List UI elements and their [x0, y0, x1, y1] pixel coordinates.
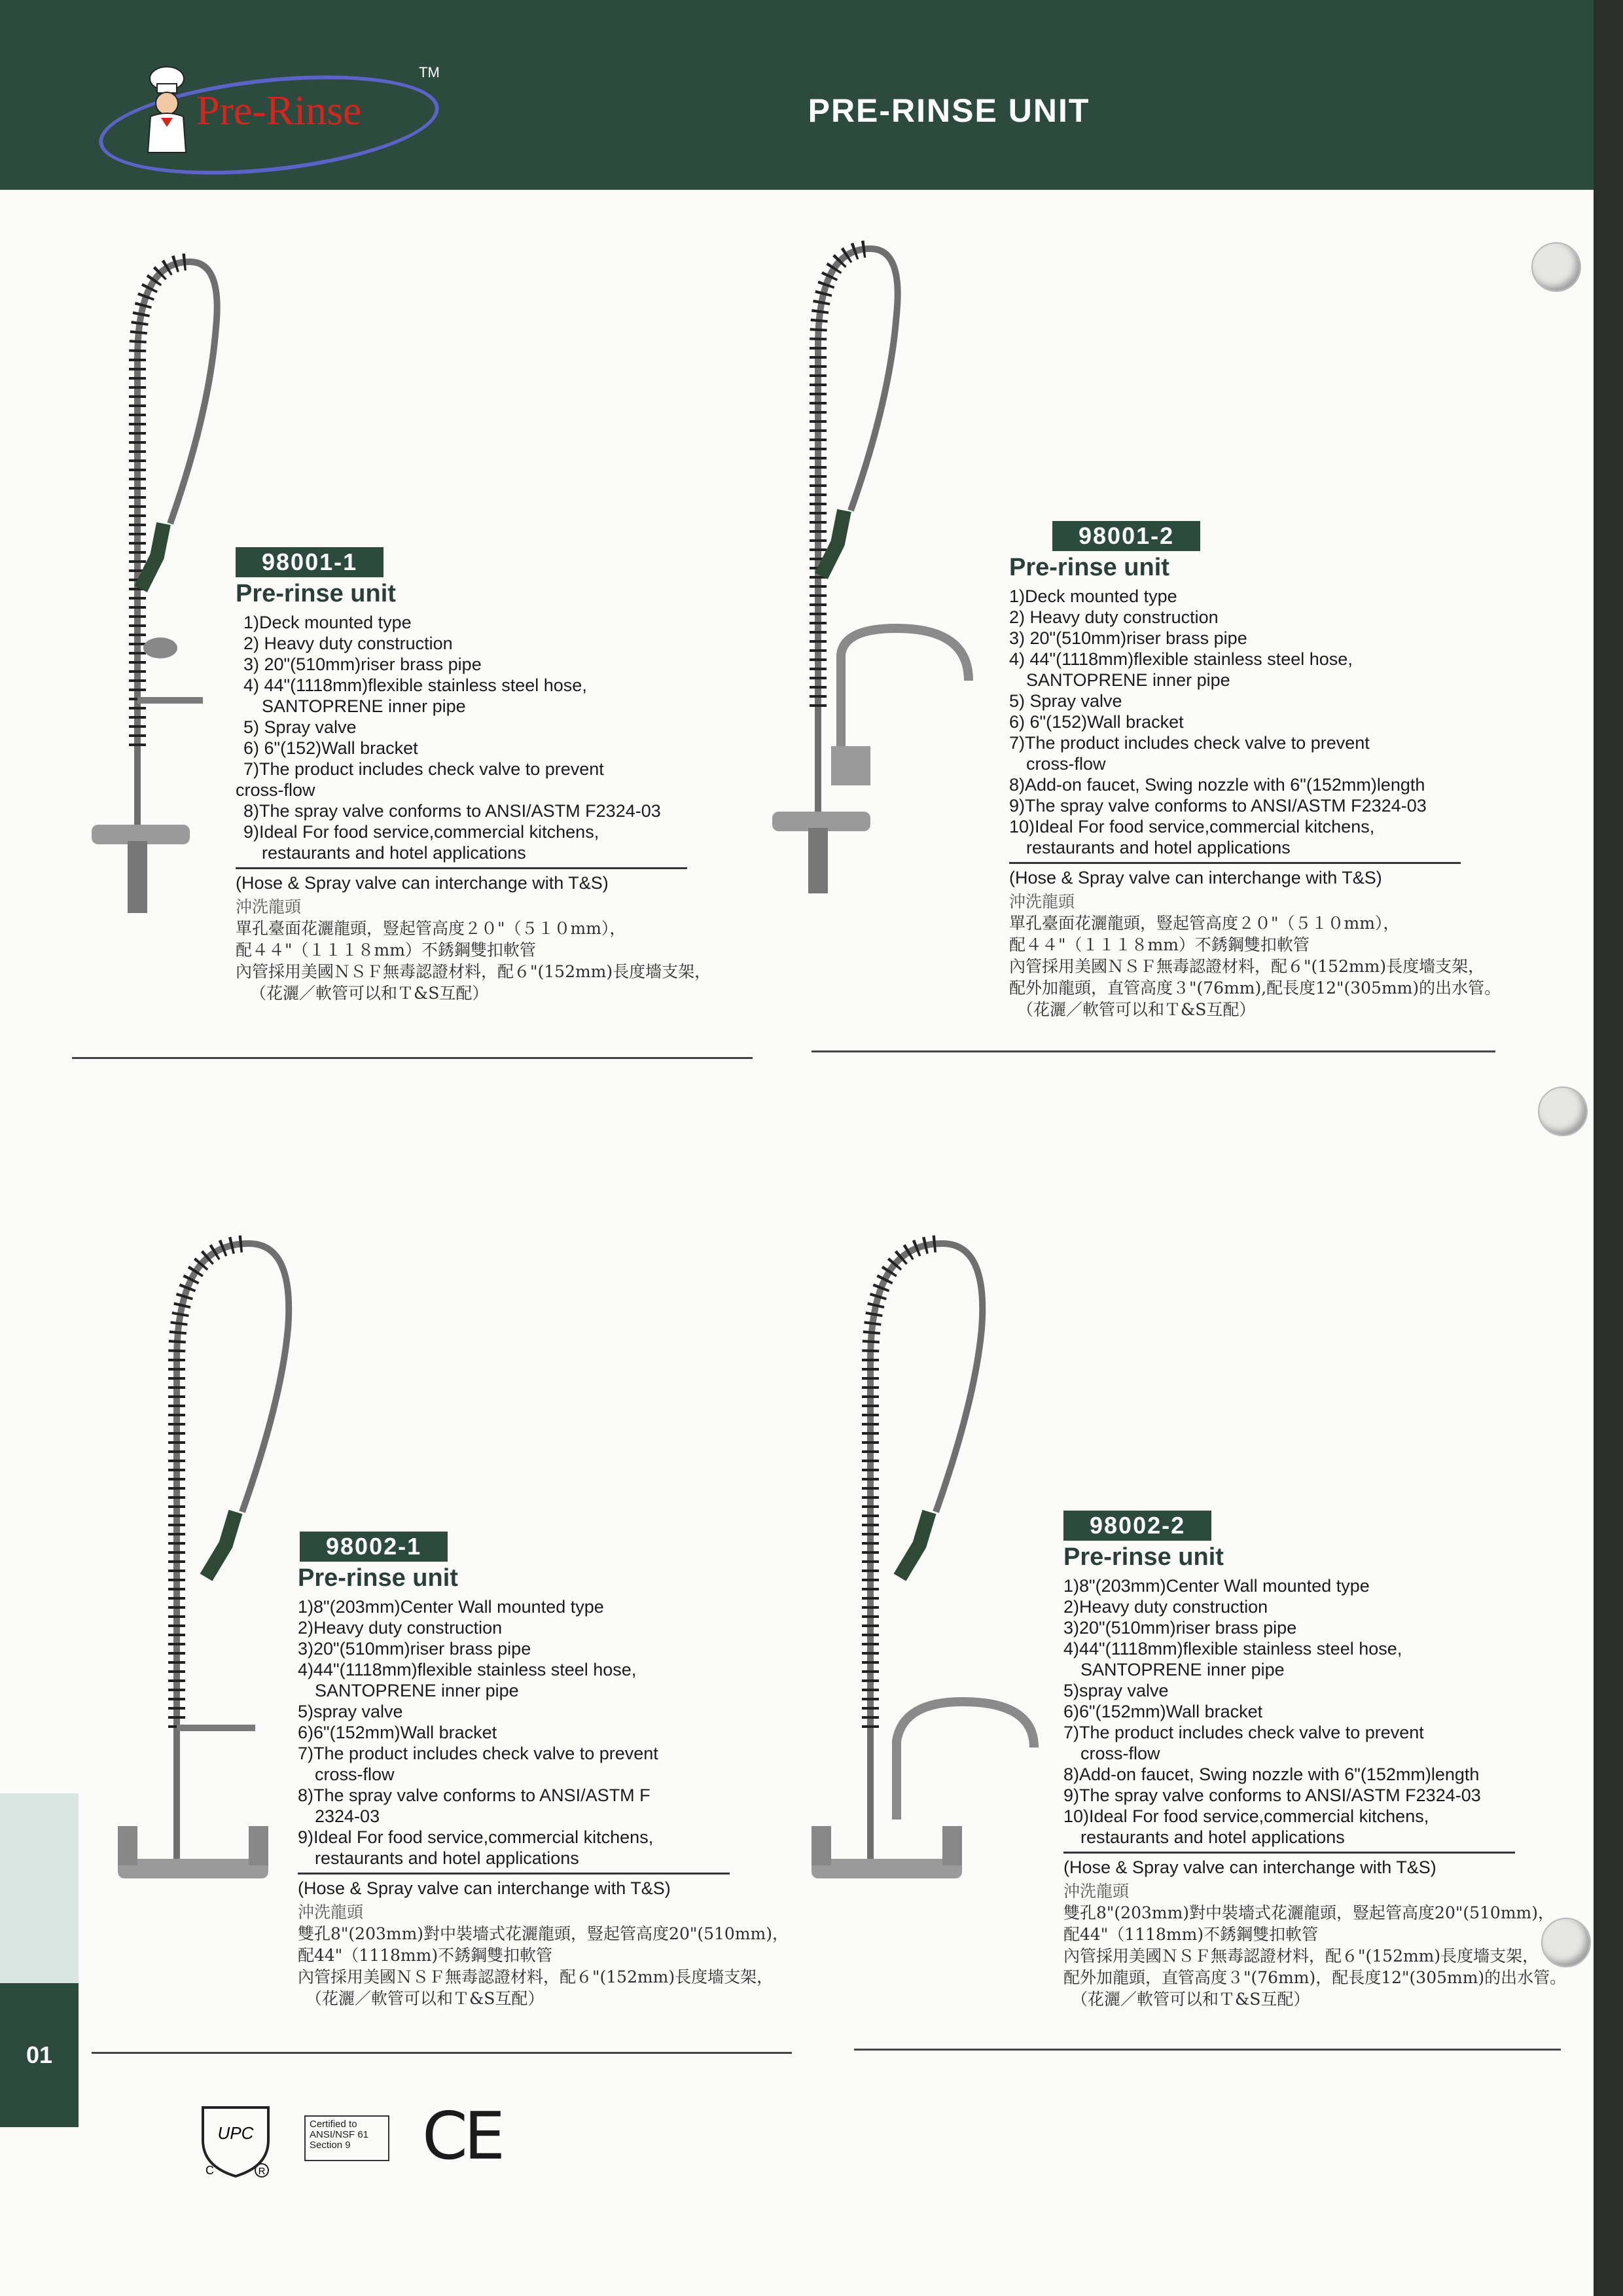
- feature-item: restaurants and hotel applications: [315, 1848, 579, 1868]
- upc-letters: UPC: [217, 2123, 254, 2143]
- feature-list: [1063, 1575, 1587, 1848]
- chinese-line: （花灑／軟管可以和Ｔ&S互配）: [306, 1989, 544, 2008]
- chinese-line: 配４４"（１１１８mm）不銹鋼雙扣軟管: [1009, 935, 1310, 954]
- chinese-line: 沖洗龍頭: [1009, 892, 1075, 911]
- ce-mark: CE: [422, 2098, 502, 2174]
- product-code: 98001-1: [236, 547, 383, 577]
- feature-item: 5)spray valve: [1063, 1681, 1169, 1700]
- chinese-line: 配４４"（１１１８mm）不銹鋼雙扣軟管: [236, 941, 536, 960]
- feature-item: 7)The product includes check valve to prevent: [298, 1744, 658, 1763]
- trademark-mark: TM: [419, 64, 440, 81]
- feature-item: 2)Heavy duty construction: [1063, 1597, 1268, 1617]
- chinese-line: 沖洗龍頭: [236, 897, 302, 916]
- chinese-line: 配44"（1118mm)不銹鋼雙扣軟管: [298, 1946, 553, 1965]
- section-rule: [236, 867, 687, 869]
- upc-r: R: [258, 2166, 266, 2177]
- feature-item: SANTOPRENE inner pipe: [1080, 1660, 1285, 1679]
- section-rule: [298, 1873, 730, 1874]
- chinese-description: [1063, 1880, 1587, 2010]
- feature-item: cross-flow: [315, 1765, 395, 1784]
- chinese-line: 單孔臺面花灑龍頭，豎起管高度２０"（５１０mm），: [236, 919, 626, 938]
- feature-item: 4) 44"(1118mm)flexible stainless steel hose,: [1009, 649, 1353, 669]
- feature-item: 7)The product includes check valve to prevent: [1009, 733, 1370, 753]
- product-code: 98002-2: [1063, 1511, 1211, 1541]
- section-divider: [812, 1050, 1495, 1052]
- feature-item: 7)The product includes check valve to prevent: [1063, 1723, 1424, 1742]
- product-code: 98002-1: [300, 1532, 448, 1562]
- product-name: Pre-rinse unit: [1009, 554, 1169, 581]
- feature-list: [1009, 586, 1546, 858]
- chinese-line: （花灑／軟管可以和Ｔ&S互配）: [1071, 1990, 1310, 2009]
- feature-item: cross-flow: [1026, 754, 1106, 774]
- feature-item: 3)20"(510mm)riser brass pipe: [298, 1639, 531, 1659]
- side-tab: [0, 1793, 79, 1983]
- nsf-line: Certified to: [310, 2119, 357, 2130]
- feature-item: 8)The spray valve conforms to ANSI/ASTM F2324-03: [243, 801, 661, 821]
- faucet-image-98002-2: [792, 1230, 1067, 1911]
- chinese-line: 沖洗龍頭: [298, 1903, 364, 1922]
- product-name: Pre-rinse unit: [1063, 1543, 1224, 1571]
- chinese-description: [1009, 891, 1546, 1020]
- feature-item: 10)Ideal For food service,commercial kitchens,: [1063, 1806, 1429, 1826]
- feature-item: cross-flow: [236, 780, 315, 800]
- interchange-note: (Hose & Spray valve can interchange with T&S): [298, 1878, 671, 1898]
- faucet-image-98001-2: [753, 236, 1027, 903]
- feature-item: 7)The product includes check valve to prevent: [243, 759, 604, 779]
- chinese-line: 內管採用美國ＮＳＦ無毒認證材料，配６"(152mm)長度墻支架，: [236, 962, 711, 981]
- feature-item: 2) Heavy duty construction: [1009, 607, 1219, 627]
- chinese-line: 配44"（1118mm)不銹鋼雙扣軟管: [1063, 1925, 1319, 1944]
- section-divider: [854, 2049, 1561, 2051]
- feature-item: 1)Deck mounted type: [243, 613, 412, 632]
- product-name: Pre-rinse unit: [236, 580, 396, 607]
- feature-item: restaurants and hotel applications: [262, 843, 526, 863]
- feature-item: 4) 44"(1118mm)flexible stainless steel hose,: [243, 675, 587, 695]
- chinese-line: 雙孔8"(203mm)對中裝墻式花灑龍頭，豎起管高度20"(510mm)，: [298, 1924, 789, 1943]
- chinese-line: 配外加龍頭，直管高度３"(76mm)，配長度12"(305mm)的出水管。: [1063, 1968, 1567, 1987]
- feature-item: 6) 6"(152)Wall bracket: [1009, 712, 1184, 732]
- brand-name: Pre-Rinse: [196, 87, 362, 134]
- product-98002-1: [298, 1532, 821, 2009]
- chinese-description: [236, 896, 759, 1004]
- feature-item: 2)Heavy duty construction: [298, 1618, 503, 1638]
- interchange-note: (Hose & Spray valve can interchange with T&S): [1063, 1857, 1436, 1877]
- nsf-line: ANSI/NSF 61: [310, 2129, 369, 2140]
- chinese-line: （花灑／軟管可以和Ｔ&S互配）: [1017, 1000, 1256, 1019]
- faucet-image-98001-1: [65, 249, 262, 929]
- feature-item: 6)6"(152mm)Wall bracket: [298, 1723, 497, 1742]
- feature-item: 3)20"(510mm)riser brass pipe: [1063, 1618, 1297, 1638]
- page-number: 01: [0, 1983, 79, 2127]
- chinese-line: 內管採用美國ＮＳＦ無毒認證材料，配６"(152mm)長度墻支架，: [1063, 1946, 1539, 1965]
- chinese-line: 配外加龍頭，直管高度３"(76mm),配長度12"(305mm)的出水管。: [1009, 978, 1501, 997]
- chef-icon: [137, 64, 196, 156]
- feature-item: 8)Add-on faucet, Swing nozzle with 6"(152mm)length: [1009, 775, 1425, 795]
- feature-item: 4)44"(1118mm)flexible stainless steel hose,: [1063, 1639, 1402, 1659]
- feature-item: 2) Heavy duty construction: [243, 634, 453, 653]
- feature-item: SANTOPRENE inner pipe: [315, 1681, 519, 1700]
- product-98002-2: [1063, 1511, 1587, 2010]
- feature-item: 8)Add-on faucet, Swing nozzle with 6"(152mm)length: [1063, 1765, 1480, 1784]
- feature-item: restaurants and hotel applications: [1026, 838, 1291, 857]
- feature-item: 4)44"(1118mm)flexible stainless steel hose,: [298, 1660, 637, 1679]
- feature-item: 1)8"(203mm)Center Wall mounted type: [298, 1597, 604, 1617]
- feature-item: 5) Spray valve: [243, 717, 357, 737]
- feature-item: SANTOPRENE inner pipe: [262, 696, 466, 716]
- section-divider: [92, 2052, 792, 2054]
- feature-item: 9)The spray valve conforms to ANSI/ASTM F2324-03: [1009, 796, 1427, 816]
- binder-hole: [1531, 242, 1581, 292]
- product-98001-1: [236, 547, 759, 1004]
- feature-item: 10)Ideal For food service,commercial kitchens,: [1009, 817, 1375, 836]
- brand-logo: [92, 52, 445, 177]
- feature-item: 9)Ideal For food service,commercial kitchens,: [298, 1827, 654, 1847]
- feature-item: 1)Deck mounted type: [1009, 586, 1177, 606]
- chinese-line: （花灑／軟管可以和Ｔ&S互配）: [250, 984, 489, 1003]
- section-divider: [72, 1057, 753, 1059]
- feature-item: 5)spray valve: [298, 1702, 403, 1721]
- feature-item: 5) Spray valve: [1009, 691, 1122, 711]
- product-name: Pre-rinse unit: [298, 1564, 458, 1592]
- chinese-line: 內管採用美國ＮＳＦ無毒認證材料，配６"(152mm)長度墻支架，: [1009, 957, 1485, 976]
- feature-item: 6)6"(152mm)Wall bracket: [1063, 1702, 1263, 1721]
- product-98001-2: [1009, 521, 1546, 1020]
- feature-item: 6) 6"(152)Wall bracket: [243, 738, 418, 758]
- section-rule: [1009, 862, 1461, 864]
- feature-item: 8)The spray valve conforms to ANSI/ASTM F: [298, 1785, 651, 1805]
- feature-item: SANTOPRENE inner pipe: [1026, 670, 1230, 690]
- feature-item: restaurants and hotel applications: [1080, 1827, 1345, 1847]
- chinese-line: 內管採用美國ＮＳＦ無毒認證材料，配６"(152mm)長度墻支架，: [298, 1967, 774, 1986]
- chinese-description: [298, 1901, 821, 2009]
- feature-item: 1)8"(203mm)Center Wall mounted type: [1063, 1576, 1370, 1596]
- upc-certification-icon: [196, 2101, 275, 2179]
- feature-list: [298, 1596, 821, 1869]
- interchange-note: (Hose & Spray valve can interchange with T&S): [236, 873, 609, 893]
- page-edge: [1594, 0, 1623, 2296]
- feature-item: 3) 20"(510mm)riser brass pipe: [1009, 628, 1247, 648]
- product-code: 98001-2: [1052, 521, 1200, 551]
- feature-item: 9)Ideal For food service,commercial kitchens,: [243, 822, 599, 842]
- interchange-note: (Hose & Spray valve can interchange with T&S): [1009, 868, 1382, 888]
- section-rule: [1063, 1852, 1515, 1854]
- upc-c: C: [205, 2164, 214, 2177]
- feature-item: 9)The spray valve conforms to ANSI/ASTM F2324-03: [1063, 1785, 1481, 1805]
- feature-item: cross-flow: [1080, 1744, 1160, 1763]
- nsf-certification-badge: [304, 2115, 389, 2161]
- page-title: PRE-RINSE UNIT: [808, 92, 1090, 129]
- chinese-line: 沖洗龍頭: [1063, 1882, 1130, 1901]
- binder-hole: [1538, 1086, 1588, 1136]
- feature-list: [236, 612, 759, 863]
- feature-item: 2324-03: [315, 1806, 380, 1826]
- chinese-line: 雙孔8"(203mm)對中裝墻式花灑龍頭，豎起管高度20"(510mm)，: [1063, 1903, 1554, 1922]
- chinese-line: 單孔臺面花灑龍頭，豎起管高度２０"（５１０mm），: [1009, 914, 1400, 933]
- nsf-line: Section 9: [310, 2140, 351, 2151]
- feature-item: 3) 20"(510mm)riser brass pipe: [243, 655, 482, 674]
